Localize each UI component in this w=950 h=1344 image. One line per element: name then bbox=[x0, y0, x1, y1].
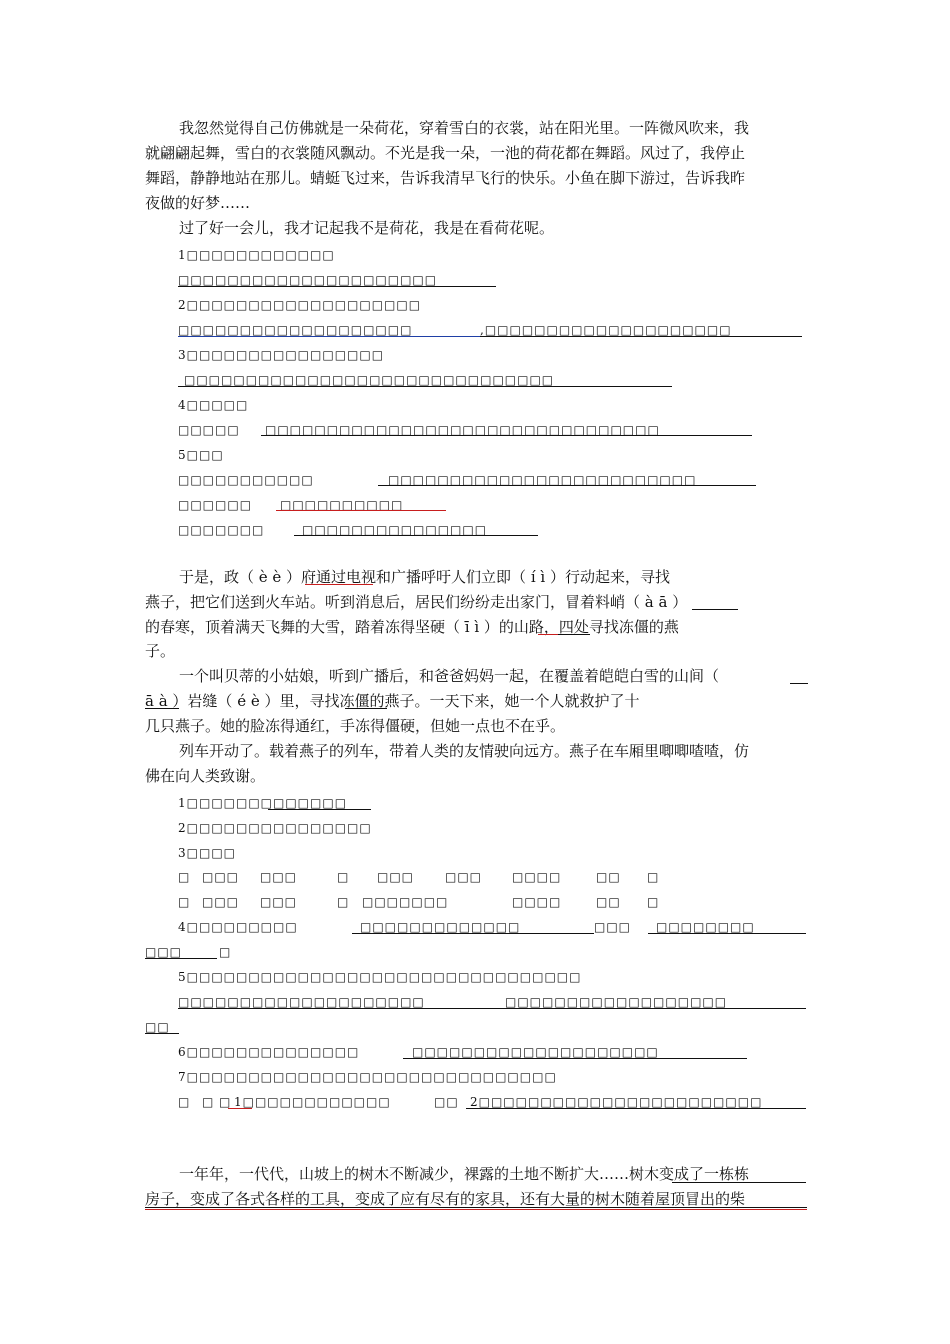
p1-q2-number: 2 bbox=[178, 298, 187, 312]
p2-q4-number: 4 bbox=[178, 920, 187, 934]
passage2-line-4: 子。 bbox=[145, 642, 176, 660]
pinyin-blank-5 bbox=[345, 708, 387, 709]
p2-q4-tail: □□□ bbox=[145, 945, 183, 959]
p2-q7-answer-1-mark bbox=[228, 1108, 252, 1109]
p2-q4-text: □□□□□□□□□ bbox=[186, 920, 298, 934]
p2-q5-tail-line bbox=[145, 1033, 179, 1034]
p2-q1-text: □□□□□□□□□□□□□ bbox=[186, 796, 348, 810]
passage1-line-5: 过了好一会儿，我才记起我不是荷花，我是在看荷花呢。 bbox=[179, 219, 555, 237]
p2-q5-answer: □□□□□□□□□□□□□□□□□□□□ bbox=[178, 995, 425, 1009]
p2-q5-text: □□□□□□□□□□□□□□□□□□□□□□□□□□□□□□□□ bbox=[186, 970, 582, 984]
p2-q5-tail: □□ bbox=[145, 1020, 170, 1034]
passage1-line-1: 我忽然觉得自己仿佛就是一朵荷花，穿着雪白的衣裳，站在阳光里。一阵微风吹来，我 bbox=[179, 119, 750, 137]
p2-q4-end: □ bbox=[219, 945, 232, 959]
p2-q5-number: 5 bbox=[178, 970, 187, 984]
passage3-line-2-red-underline bbox=[145, 1209, 807, 1210]
p2-q3-number: 3 bbox=[178, 846, 187, 860]
p2-q3-row1-c3: □□□ bbox=[260, 870, 298, 884]
p2-q2-number: 2 bbox=[178, 821, 187, 835]
p2-q3-row1-c4: □ bbox=[337, 870, 350, 884]
p2-q3-row2-c7: □□□□ bbox=[512, 895, 562, 909]
p2-q4-mid: □□□ bbox=[594, 920, 632, 934]
p1-q2-answer: □□□□□□□□□□□□□□□□□□□ bbox=[178, 323, 413, 337]
p1-q1-number: 1 bbox=[178, 248, 187, 262]
p2-q3-row2-c8: □□ bbox=[596, 895, 621, 909]
p2-q7-p2: □ bbox=[202, 1095, 215, 1109]
p1-question-3 bbox=[178, 345, 384, 365]
p1-q3-number: 3 bbox=[178, 348, 187, 362]
passage2-line-1: 于是，政（ è è ）府通过电视和广播呼吁人们立即（ í ì ）行动起来，寻找 bbox=[179, 568, 670, 586]
p1-question-1 bbox=[178, 245, 335, 265]
p1-q3-answer: □□□□□□□□□□□□□□□□□□□□□□□□□□□□□□ bbox=[184, 373, 555, 387]
passage3-line-1-underline bbox=[672, 1182, 806, 1183]
p2-q3-row1-c7: □□□□ bbox=[512, 870, 562, 884]
p2-q7-p1: □ bbox=[178, 1095, 191, 1109]
p2-q7-answer-2-line bbox=[466, 1108, 806, 1109]
p2-q3-row1-c5: □□□ bbox=[377, 870, 415, 884]
p2-q3-row2-c4: □ bbox=[337, 895, 350, 909]
p2-q3-row2-c1: □ bbox=[178, 895, 191, 909]
p2-question-7 bbox=[178, 1067, 557, 1087]
p2-q7-mid: □□ bbox=[434, 1095, 459, 1109]
p1-question-5 bbox=[178, 445, 224, 465]
p1-q2-answer-line-a bbox=[178, 336, 480, 337]
p2-q7-answer-1: 1□□□□□□□□□□□□ bbox=[234, 1095, 391, 1109]
p1-q1-answer-line bbox=[178, 286, 496, 287]
p1-q3-text: □□□□□□□□□□□□□□□□ bbox=[186, 348, 385, 362]
p2-question-4 bbox=[178, 917, 298, 937]
p2-q5-answer-2: □□□□□□□□□□□□□□□□□□ bbox=[505, 995, 728, 1009]
p2-q3-row2-c3: □□□ bbox=[260, 895, 298, 909]
passage1-line-3: 舞蹈，静静地站在那儿。蜻蜓飞过来，告诉我清早飞行的快乐。小鱼在脚下游过，告诉我昨 bbox=[145, 169, 746, 187]
passage3-line-2-underline bbox=[145, 1207, 807, 1208]
p2-q2-text: □□□□□□□□□□□□□□□ bbox=[186, 821, 372, 835]
pinyin-blank-1 bbox=[305, 584, 373, 585]
p2-q3-row1-c1: □ bbox=[178, 870, 191, 884]
p1-q4-text: □□□□□ bbox=[186, 398, 249, 412]
p2-q3-row2-c2: □□□ bbox=[202, 895, 240, 909]
p1-q3-answer-line bbox=[178, 386, 672, 387]
p2-q3-row1-c2: □□□ bbox=[202, 870, 240, 884]
p1-question-2 bbox=[178, 295, 421, 315]
passage2-line-9: 佛在向人类致谢。 bbox=[145, 767, 266, 785]
p2-q7-number: 7 bbox=[178, 1070, 187, 1084]
p1-q5-sub2-line bbox=[276, 510, 446, 511]
passage3-line-1: 一年年，一代代，山坡上的树木不断减少，裸露的土地不断扩大……树木变成了一栋栋 bbox=[179, 1165, 750, 1183]
p1-q5-number: 5 bbox=[178, 448, 187, 462]
p2-q4-answer: □□□□□□□□□□□□□ bbox=[360, 920, 521, 934]
p2-q7-p3: □ bbox=[219, 1095, 232, 1109]
p2-q6-text: □□□□□□□□□□□□□□ bbox=[186, 1045, 360, 1059]
p2-q4-tail-line bbox=[145, 958, 217, 959]
p2-q6-number: 6 bbox=[178, 1045, 187, 1059]
p2-q6-answer-line bbox=[403, 1058, 747, 1059]
p2-q3-row2-c9: □ bbox=[647, 895, 660, 909]
pinyin-blank-4a bbox=[790, 683, 808, 684]
passage2-line-6: ā à ）岩缝（ é è ）里，寻找冻僵的燕子。一天下来，她一个人就救护了十 bbox=[145, 692, 640, 710]
pinyin-blank-4b bbox=[145, 708, 179, 709]
p2-question-6 bbox=[178, 1042, 359, 1062]
p1-q5-text: □□□ bbox=[186, 448, 224, 462]
p2-q4-answer-2-line bbox=[648, 933, 806, 934]
p2-q3-row1-c6: □□□ bbox=[445, 870, 483, 884]
p1-q2-answer-line-b bbox=[480, 336, 802, 337]
p2-q1-answer-line bbox=[268, 809, 371, 810]
passage1-line-4: 夜做的好梦…… bbox=[145, 194, 251, 212]
p1-q5-sub2-label: □□□□□□ bbox=[178, 498, 253, 512]
p2-question-3 bbox=[178, 843, 236, 863]
p2-q3-row1-c9: □ bbox=[647, 870, 660, 884]
p1-q5-sub1-line bbox=[378, 485, 756, 486]
passage2-line-3: 的春寒，顶着满天飞舞的大雪，踏着冻得坚硬（ ī ì ）的山路，四处寻找冻僵的燕 bbox=[145, 618, 679, 636]
p2-q3-text: □□□□ bbox=[186, 846, 236, 860]
p1-q4-answer: □□□□□□□□□□□□□□□□□□□□□□□□□□□□□□□□ bbox=[265, 423, 660, 437]
p2-q3-row2-c5: □□□□□□□ bbox=[362, 895, 449, 909]
passage2-line-5: 一个叫贝蒂的小姑娘，听到广播后，和爸爸妈妈一起，在覆盖着皑皑白雪的山间（ bbox=[179, 667, 720, 685]
p1-q5-sub3-line bbox=[294, 535, 538, 536]
pinyin-blank-3a bbox=[538, 634, 558, 635]
p2-question-1 bbox=[178, 793, 347, 813]
pinyin-blank-2 bbox=[692, 609, 738, 610]
p1-q1-text: □□□□□□□□□□□□ bbox=[186, 248, 335, 262]
passage3-line-2: 房子，变成了各式各样的工具，变成了应有尽有的家具，还有大量的树木随着屋顶冒出的柴 bbox=[145, 1190, 746, 1208]
p1-question-4 bbox=[178, 395, 248, 415]
p2-question-2 bbox=[178, 818, 372, 838]
p2-q6-answer: □□□□□□□□□□□□□□□□□□□□ bbox=[412, 1045, 659, 1059]
p2-question-5 bbox=[178, 967, 581, 987]
p2-q7-answer-2: 2□□□□□□□□□□□□□□□□□□□□□□□ bbox=[470, 1095, 763, 1109]
p2-q7-text: □□□□□□□□□□□□□□□□□□□□□□□□□□□□□□ bbox=[186, 1070, 557, 1084]
p1-q2-answer-2: ,□□□□□□□□□□□□□□□□□□□□ bbox=[480, 323, 732, 337]
passage2-line-2: 燕子，把它们送到火车站。听到消息后，居民们纷纷走出家门，冒着料峭（ à ā ） bbox=[145, 593, 688, 611]
p1-q1-answer: □□□□□□□□□□□□□□□□□□□□□ bbox=[178, 273, 438, 287]
p2-q3-row1-c8: □□ bbox=[596, 870, 621, 884]
p2-q4-answer-line bbox=[352, 933, 594, 934]
p2-q4-answer-2: □□□□□□□□ bbox=[656, 920, 755, 934]
p1-q5-sub1-answer: □□□□□□□□□□□□□□□□□□□□□□□□□ bbox=[388, 473, 697, 487]
p1-q5-sub1-label: □□□□□□□□□□□ bbox=[178, 473, 314, 487]
p1-q5-sub2-answer: □□□□□□□□□□ bbox=[280, 498, 404, 512]
p1-q2-text: □□□□□□□□□□□□□□□□□□□ bbox=[186, 298, 422, 312]
p1-q5-sub3-answer: □□□□□□□□□□□□□□□ bbox=[302, 523, 488, 537]
passage2-line-8: 列车开动了。载着燕子的列车，带着人类的友情驶向远方。燕子在车厢里唧唧喳喳，仿 bbox=[179, 742, 750, 760]
passage2-line-7: 几只燕子。她的脸冻得通红，手冻得僵硬，但她一点也不在乎。 bbox=[145, 717, 566, 735]
pinyin-blank-3b bbox=[558, 634, 590, 635]
passage1-line-2: 就翩翩起舞，雪白的衣裳随风飘动。不光是我一朵，一池的荷花都在舞蹈。风过了，我停止 bbox=[145, 144, 746, 162]
p1-q4-label: □□□□□ bbox=[178, 423, 240, 437]
p1-q4-answer-line bbox=[261, 435, 752, 436]
p2-q1-number: 1 bbox=[178, 796, 187, 810]
p1-q4-number: 4 bbox=[178, 398, 187, 412]
p1-q5-sub3-label: □□□□□□□ bbox=[178, 523, 265, 537]
